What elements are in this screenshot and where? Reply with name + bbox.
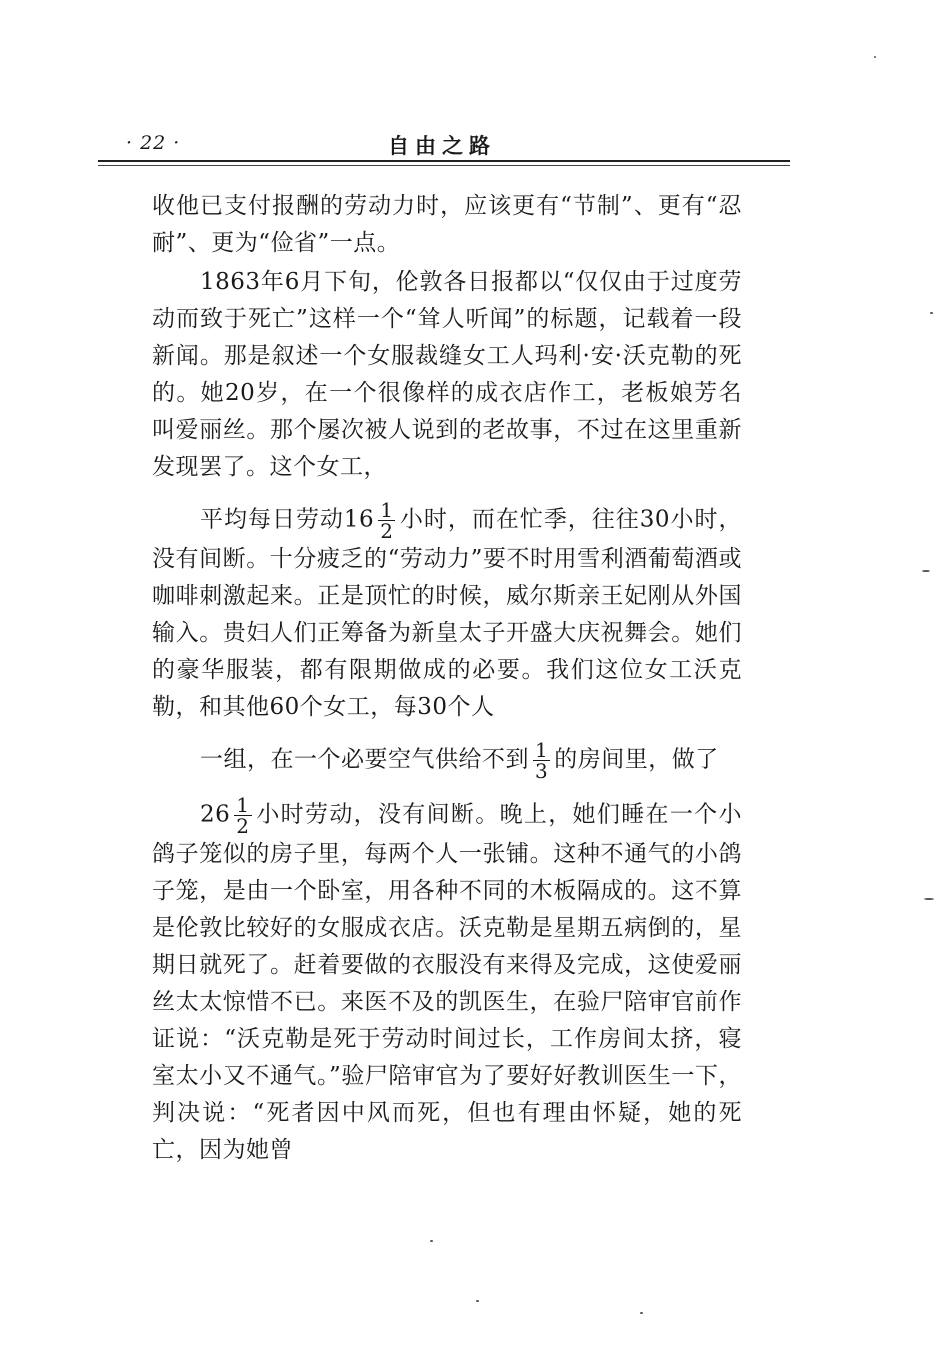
fraction-numerator: 1	[380, 498, 394, 522]
scan-speck	[430, 1240, 433, 1242]
paragraph-2-part-c-post: 的房间里，做了	[554, 746, 719, 773]
fraction-line-3	[152, 795, 742, 1169]
paragraph-2	[152, 264, 742, 1169]
fraction-line-1	[152, 500, 742, 726]
paragraph-2-part-b-pre: 平均每日劳动16	[200, 506, 375, 533]
fraction-denominator: 2	[236, 814, 250, 838]
paragraph-2-part-d-post: 小时劳动，没有间断。晚上，她们睡在一个小鸽子笼似的房子里，每两个人一张铺。这种不通气的小鸽子笼，是由一个卧室，用各种不同的木板隔成的。这不算是伦敦比较好的女服成衣店。沃克勒是星期五病倒的，星期日就死了。赶着要做的衣服没有来得及完成，这使爱丽丝太太惊惜不已。来医不及的凯医生，在验尸陪审官前作证说：“沃克勒是死于劳动时间过长，工作房间太挤，寝室太小又不通气。”验尸陪审官为了要好好教训医生一下，判决说：“死者因中风而死，但也有理由怀疑，她的死亡，因为她曾	[152, 801, 742, 1163]
scan-speck	[924, 898, 934, 900]
fraction-one-third	[533, 740, 550, 781]
header-rule-thick	[98, 160, 790, 162]
scan-speck	[930, 312, 933, 314]
page-header	[120, 128, 790, 162]
fraction-denominator: 2	[380, 519, 394, 543]
fraction-26-half	[234, 795, 251, 836]
scan-speck	[476, 1300, 479, 1302]
paragraph-2-part-d-pre: 26	[200, 801, 231, 828]
paragraph-1: 收他已支付报酬的劳动力时，应该更有“节制”、更有“忍耐”、更为“俭省”一点。	[152, 193, 742, 256]
running-title: 自由之路	[388, 133, 496, 158]
fraction-numerator: 1	[535, 738, 549, 762]
paragraph-2-part-a: 1863年6月下旬，伦敦各日报都以“仅仅由于过度劳动而致于死亡”这样一个“耸人听闻”的标题，记载着一段新闻。那是叙述一个女服裁缝女工人玛利·安·沃克勒的死的。她20岁，在一个很像样的成衣店作工，老板娘芳名叫爱丽丝。那个屡次被人说到的老故事，不过在这里重新发现罢了。这个女工，	[152, 269, 742, 480]
fraction-line-2	[152, 740, 742, 781]
fraction-16-half	[378, 500, 395, 541]
scan-speck	[922, 570, 930, 572]
body-text	[152, 188, 742, 1169]
paragraph-2-part-c-pre: 一组，在一个必要空气供给不到	[200, 746, 529, 773]
page-number: · 22 ·	[126, 132, 181, 154]
fraction-denominator: 3	[535, 759, 549, 783]
scan-speck	[874, 56, 876, 58]
header-rule-thin	[98, 165, 790, 166]
scan-speck	[640, 1312, 643, 1314]
paragraph-2-part-b-post: 小时，而在忙季，往往30小时，没有间断。十分疲乏的“劳动力”要不时用雪利酒葡萄酒或咖啡刺激起来。正是顶忙的时候，威尔斯亲王妃刚从外国输入。贵妇人们正筹备为新皇太子开盛大庆祝舞会。她们的豪华服装，都有限期做成的必要。我们这位女工沃克勒，和其他60个女工，每30个人	[152, 506, 742, 720]
fraction-numerator: 1	[236, 793, 250, 817]
